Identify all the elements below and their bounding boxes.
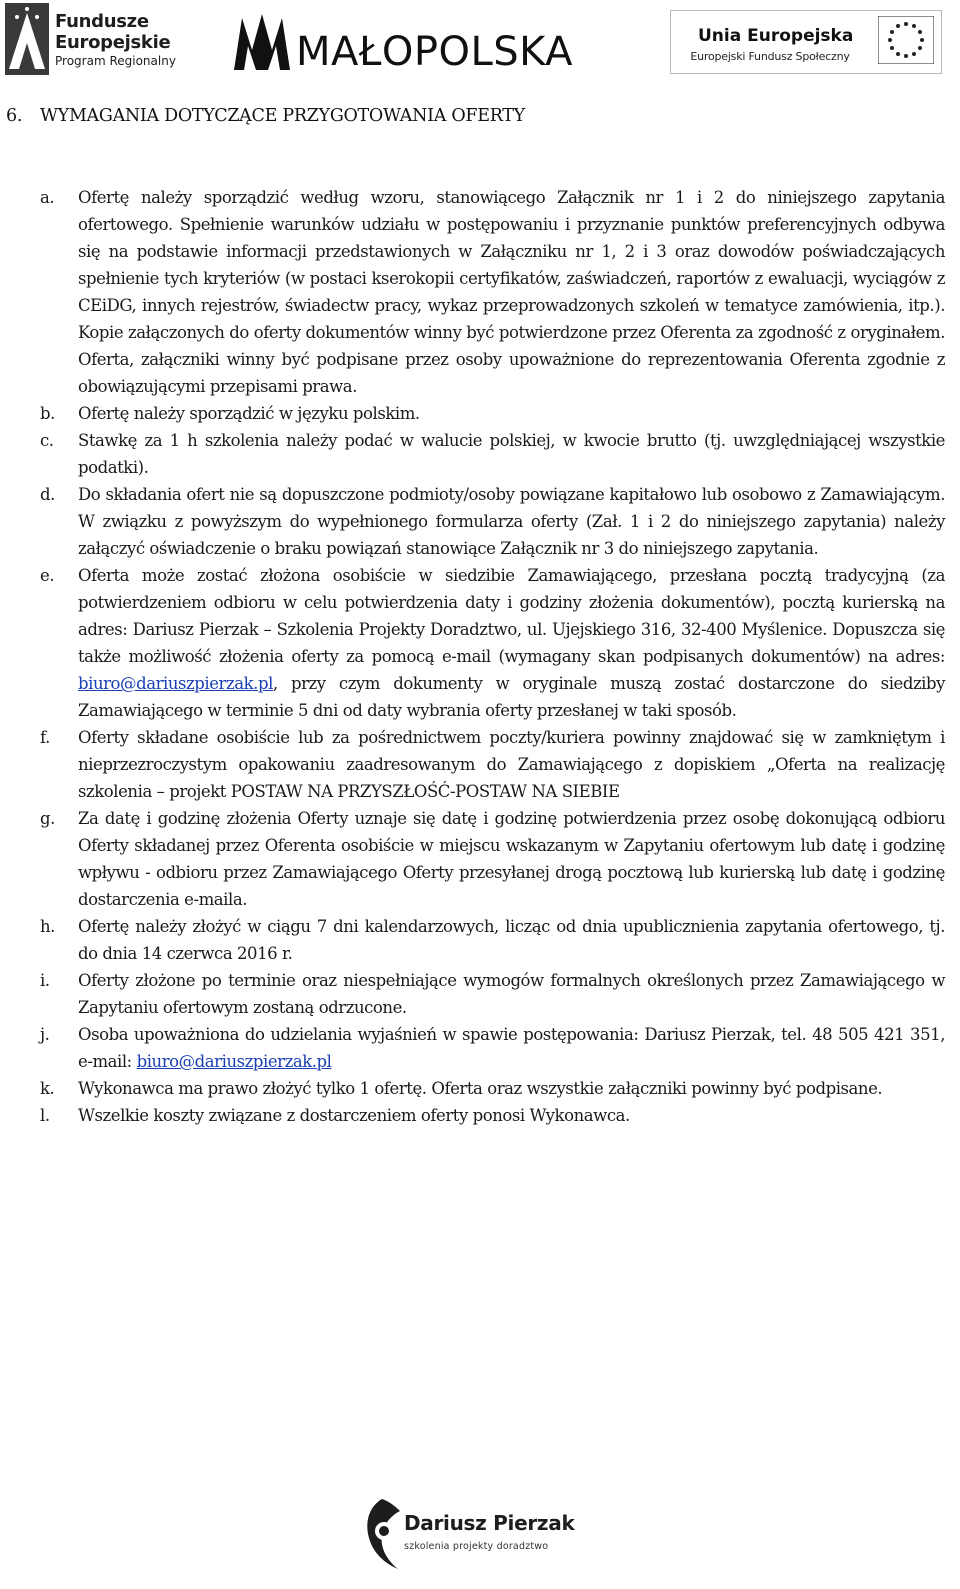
list-item: [40, 724, 945, 805]
list-marker: e.: [40, 566, 55, 585]
list-item-text: Ofertę należy sporządzić według wzoru, stanowiącego Załącznik nr 1 i 2 do niniejszego zapytania ofertowego. Spełnienie warunków udziału w postępowaniu i przyznanie punktów preferencyjnych odbywa się na podstawie informacji przedstawionych w Załączniku nr 1, 2 i 3 oraz dowodów poświadczających spełnienie tych kryteriów (w postaci kserokopii certyfikatów, zaświadczeń, raportów z ewaluacji, wyciągów z CEiDG, innych rejestrów, świadectw pracy, wykaz przeprowadzonych szkoleń w tematyce zamówienia, itp.). Kopie załączonych do oferty dokumentów winny być potwierdzone przez Oferenta za zgodność z oryginałem. Oferta, załączniki winny być podpisane przez osoby upoważnione do reprezentowania Oferenta zgodnie z obowiązującymi przepisami prawa.: [78, 188, 945, 396]
dp-mark-icon: [360, 1497, 404, 1571]
list-marker: b.: [40, 404, 55, 423]
list-item-text: Ofertę należy sporządzić w języku polskim.: [78, 404, 420, 423]
fe-logo-line2: Europejskie: [55, 32, 171, 53]
fundusze-europejskie-logo: [5, 3, 181, 77]
unia-europejska-logo: [670, 10, 942, 74]
malopolska-logo: [232, 10, 622, 74]
malopolska-logo-text: MAŁOPOLSKA: [296, 29, 574, 75]
email-link[interactable]: biuro@dariuszpierzak.pl: [78, 674, 273, 693]
list-item: [40, 1021, 945, 1075]
list-marker: f.: [40, 728, 50, 747]
section-heading: [6, 106, 946, 126]
email-link[interactable]: biuro@dariuszpierzak.pl: [136, 1052, 332, 1071]
ue-logo-line2: Europejski Fundusz Społeczny: [690, 50, 850, 63]
list-item-text: Oferta może zostać złożona osobiście w siedzibie Zamawiającego, przesłana pocztą tradycyjną (za potwierdzeniem odbioru w celu potwierdzenia daty i godziny złożenia dokumentów), pocztą kurierską na adres: Dariusz Pierzak – Szkolenia Projekty Doradztwo, ul. Ujejskiego 316, 32-400 Myślenice. Dopuszcza się także możliwość złożenia oferty za pomocą e-mail (wymagany skan podpisanych dokumentów) na adres:: [78, 566, 945, 666]
list-item-text: Do składania ofert nie są dopuszczone podmioty/osoby powiązane kapitałowo lub osobowo z Zamawiającym. W związku z powyższym do wypełnionego formularza oferty (Zał. 1 i 2 do niniejszego zapytania) należy załączyć oświadczenie o braku powiązań stanowiące Załącznik nr 3 do niniejszego zapytania.: [78, 485, 945, 558]
list-marker: j.: [40, 1025, 50, 1044]
list-marker: i.: [40, 971, 50, 990]
list-item: [40, 967, 945, 1021]
list-item-text: Oferty składane osobiście lub za pośrednictwem poczty/kuriera powinny znajdować się w zamkniętym i nieprzezroczystym opakowaniu zaadresowanym do Zamawiającego z dopiskiem „Oferta na realizację szkolenia – projekt POSTAW NA PRZYSZŁOŚĆ-POSTAW NA SIEBIE: [78, 728, 945, 801]
list-item-text: , przy czym dokumenty w oryginale muszą zostać dostarczone do siedziby Zamawiającego w terminie 5 dni od daty wybrania oferty przesłanej w taki sposób.: [78, 674, 945, 720]
list-marker: d.: [40, 485, 55, 504]
list-marker: a.: [40, 188, 55, 207]
list-item-text: Wszelkie koszty związane z dostarczeniem oferty ponosi Wykonawca.: [78, 1106, 630, 1125]
ue-logo-line1: Unia Europejska: [698, 26, 854, 46]
list-marker: l.: [40, 1106, 50, 1125]
requirements-list: [40, 184, 945, 1129]
fe-mark-icon: [5, 3, 49, 75]
eu-flag-icon: [878, 16, 934, 64]
list-item-text: Ofertę należy złożyć w ciągu 7 dni kalendarzowych, licząc od dnia upublicznienia zapytania ofertowego, tj. do dnia 14 czerwca 2016 r.: [78, 917, 945, 963]
list-marker: h.: [40, 917, 55, 936]
dariusz-pierzak-logo: [360, 1497, 600, 1571]
list-item-text: Stawkę za 1 h szkolenia należy podać w walucie polskiej, w kwocie brutto (tj. uwzględniającej wszystkie podatki).: [78, 431, 945, 477]
section-number: 6.: [6, 106, 23, 126]
footer-tagline: szkolenia projekty doradztwo: [404, 1541, 549, 1552]
list-item-text: Za datę i godzinę złożenia Oferty uznaje się datę i godzinę potwierdzenia przez osobę dokonującą odbioru Oferty składanej przez Oferenta osobiście w miejscu wskazanym w Zapytaniu ofertowym lub datę i godzinę wpływu - odbioru przez Zamawiającego Oferty przesyłanej drogą pocztową lub kurierską lub datę i godzinę dostarczenia e-maila.: [78, 809, 945, 909]
list-item-text: Wykonawca ma prawo złożyć tylko 1 ofertę. Oferta oraz wszystkie załączniki powinny być podpisane.: [78, 1079, 883, 1098]
fe-logo-line3: Program Regionalny: [55, 54, 176, 68]
list-item: [40, 913, 945, 967]
header-logos: [0, 0, 960, 84]
list-item-text: Oferty złożone po terminie oraz niespełniające wymogów formalnych określonych przez Zamawiającego w Zapytaniu ofertowym zostaną odrzucone.: [78, 971, 945, 1017]
list-marker: k.: [40, 1079, 55, 1098]
list-item: [40, 481, 945, 562]
section-title: WYMAGANIA DOTYCZĄCE PRZYGOTOWANIA OFERTY: [40, 106, 525, 126]
list-item: [40, 400, 945, 427]
list-marker: g.: [40, 809, 55, 828]
malopolska-mark-icon: [232, 10, 292, 72]
list-item-text: Osoba upoważniona do udzielania wyjaśnień w spawie postępowania: Dariusz Pierzak, tel. 48 505 421 351, e-mail:: [78, 1025, 945, 1071]
list-marker: c.: [40, 431, 54, 450]
list-item: [40, 184, 945, 400]
list-item: [40, 562, 945, 724]
list-item: [40, 427, 945, 481]
list-item: [40, 1075, 945, 1102]
list-item: [40, 1102, 945, 1129]
footer-name: Dariusz Pierzak: [404, 1511, 575, 1535]
fe-logo-line1: Fundusze: [55, 11, 149, 32]
list-item: [40, 805, 945, 913]
